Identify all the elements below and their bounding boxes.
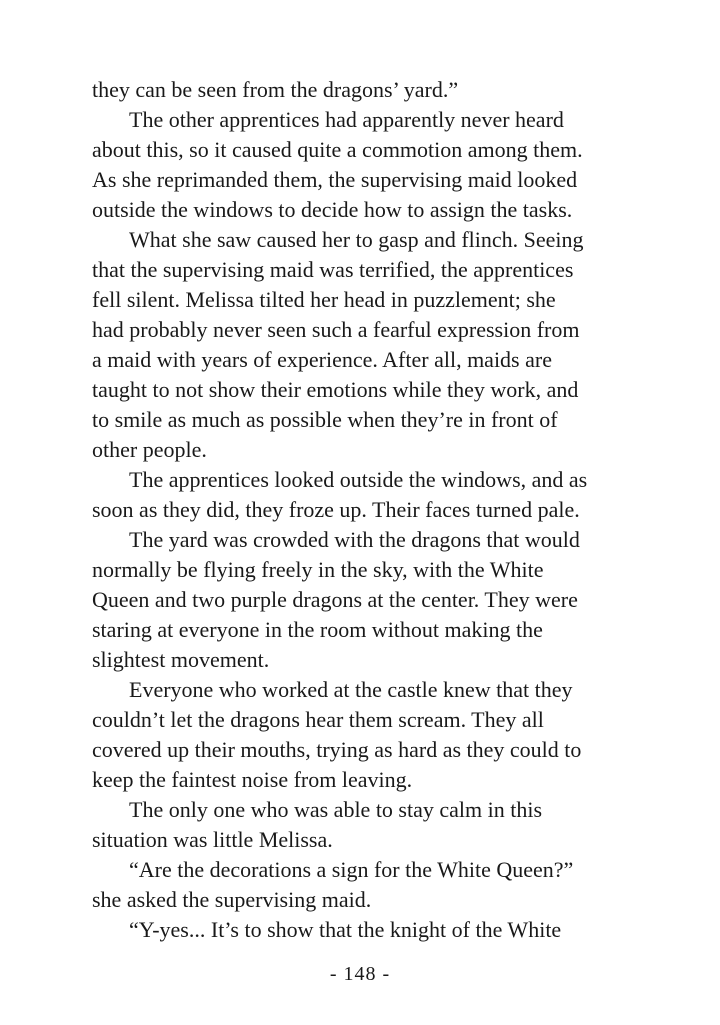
text-line: normally be flying freely in the sky, with the White xyxy=(92,557,544,582)
text-line: “Are the decorations a sign for the White Queen?” xyxy=(129,857,574,882)
text-line: What she saw caused her to gasp and flinch. Seeing xyxy=(129,227,584,252)
text-line: couldn’t let the dragons hear them scream. They all xyxy=(92,707,544,732)
text-line: The other apprentices had apparently never heard xyxy=(129,107,564,132)
text-line: The yard was crowded with the dragons that would xyxy=(129,527,580,552)
text-line: soon as they did, they froze up. Their faces turned pale. xyxy=(92,497,580,522)
text-line: they can be seen from the dragons’ yard.” xyxy=(92,77,459,102)
text-line: taught to not show their emotions while they work, and xyxy=(92,377,579,402)
text-line: covered up their mouths, trying as hard as they could to xyxy=(92,737,582,762)
text-line: about this, so it caused quite a commotion among them. xyxy=(92,137,583,162)
text-line: The apprentices looked outside the windows, and as xyxy=(129,467,588,492)
text-line: keep the faintest noise from leaving. xyxy=(92,767,413,792)
text-line: she asked the supervising maid. xyxy=(92,887,372,912)
text-line: outside the windows to decide how to assign the tasks. xyxy=(92,197,573,222)
text-line: had probably never seen such a fearful expression from xyxy=(92,317,580,342)
page-number: - 148 - xyxy=(329,963,391,985)
text-line: fell silent. Melissa tilted her head in puzzlement; she xyxy=(92,287,556,312)
text-line: Everyone who worked at the castle knew that they xyxy=(129,677,573,702)
text-line: As she reprimanded them, the supervising maid looked xyxy=(92,167,578,192)
text-line: The only one who was able to stay calm in this xyxy=(129,797,543,822)
text-line: slightest movement. xyxy=(92,647,270,672)
text-line: a maid with years of experience. After all, maids are xyxy=(92,347,552,372)
text-line: that the supervising maid was terrified, the apprentices xyxy=(92,257,574,282)
text-line: Queen and two purple dragons at the center. They were xyxy=(92,587,578,612)
text-line: “Y-yes... It’s to show that the knight of the White xyxy=(129,917,562,942)
text-line: situation was little Melissa. xyxy=(92,827,333,852)
text-line: other people. xyxy=(92,437,207,462)
text-line: to smile as much as possible when they’re in front of xyxy=(92,407,558,432)
text-line: staring at everyone in the room without making the xyxy=(92,617,543,642)
page-text xyxy=(92,75,640,945)
